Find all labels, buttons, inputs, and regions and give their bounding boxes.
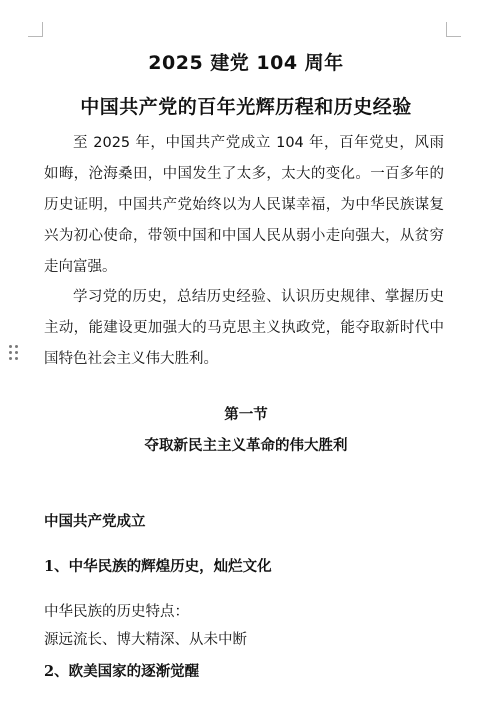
drag-handle-icon[interactable]: [9, 345, 19, 361]
page-corner-mark-top-right: [446, 22, 461, 37]
body-paragraph-1: 至 2025 年，中国共产党成立 104 年，百年党史，风雨如晦，沧海桑田，中国发生了太多，太大的变化。一百多年的历史证明，中国共产党始终以为人民谋幸福，为中华民族谋复兴为初心使命，带领中国和中国人民从弱小走向强大，从贫穷走向富强。: [44, 135, 444, 275]
body-paragraph-2: 学习党的历史，总结历史经验、认识历史规律、掌握历史主动，能建设更加强大的马克思主义执政党，能夺取新时代中国特色社会主义伟大胜利。: [44, 289, 444, 367]
page-corner-mark-top-left: [28, 22, 43, 37]
section-title: 第一节: [224, 406, 268, 423]
document-subtitle: 中国共产党的百年光辉历程和历史经验: [80, 96, 412, 118]
section-subtitle: 夺取新民主主义革命的伟大胜利: [144, 437, 348, 454]
heading-party-founding: 中国共产党成立: [44, 513, 146, 530]
list-heading-2: 2、欧美国家的逐渐觉醒: [44, 663, 200, 680]
features-label: 中华民族的历史特点：: [44, 604, 189, 620]
features-value: 源远流长、博大精深、从未中断: [44, 632, 247, 648]
document-title: 2025 建党 104 周年: [148, 52, 344, 74]
list-heading-1: 1、中华民族的辉煌历史，灿烂文化: [44, 558, 272, 575]
